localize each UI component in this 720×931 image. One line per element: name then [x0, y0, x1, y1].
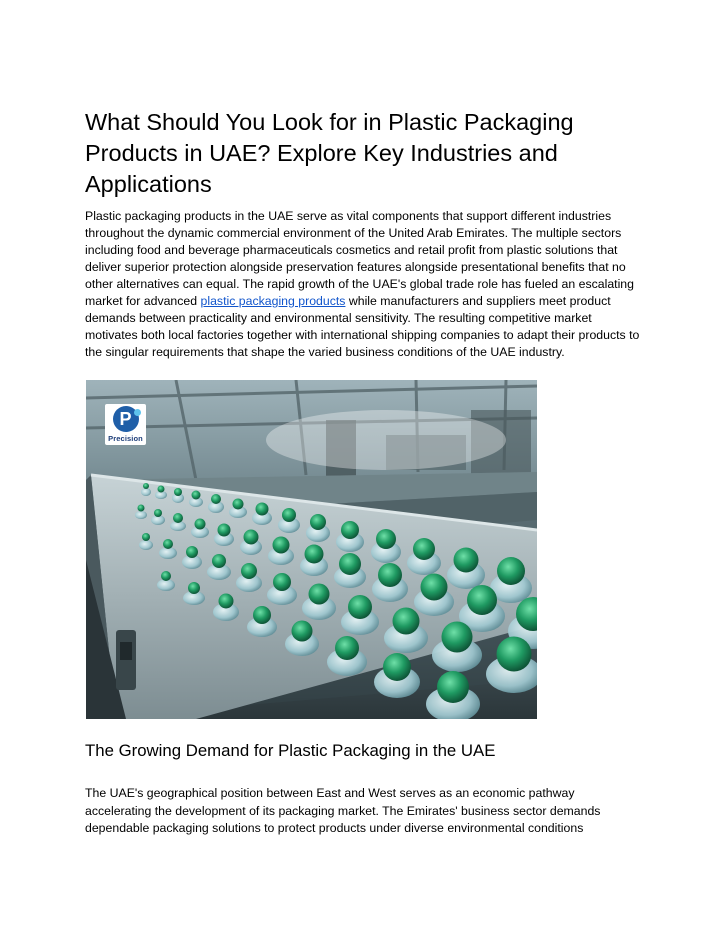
page-title: What Should You Look for in Plastic Packaging Products in UAE? Explore Key Industries and Applications	[85, 109, 574, 197]
section-heading: The Growing Demand for Plastic Packaging in the UAE	[85, 741, 496, 760]
section-body-paragraph: The UAE's geographical position between East and West serves as an economic pathway accelerating the development of its packaging market. The Emirates' business sector demands dependable packaging solutions to protect products under diverse environmental conditions	[85, 786, 601, 835]
intro-text-before-link: Plastic packaging products in the UAE serve as vital components that support different industries throughout the dynamic commercial environment of the United Arab Emirates. The multiple sectors including food and beverage pharmaceuticals cosmetics and retail profit from plastic solutions that deliver superior protection alongside preservation features alongside presentational benefits that no other alternatives can equal. The rapid growth of the UAE's global trade role has fueled an escalating market for advanced	[85, 209, 634, 308]
precision-logo-mark: P	[113, 406, 139, 432]
bottling-line-illustration	[86, 380, 537, 719]
intro-text-after-link: while manufacturers and suppliers meet product demands between practicality and environmental sensitivity. The resulting competitive market motivates both local factories together with international shipping companies to adapt their products to the singular requirements that shape the varied business conditions of the UAE industry.	[85, 294, 640, 359]
light-flare	[266, 410, 506, 470]
bottling-line-photo	[86, 380, 537, 719]
plastic-packaging-products-link[interactable]: plastic packaging products	[200, 294, 346, 308]
intro-paragraph	[85, 208, 641, 361]
precision-logo	[105, 404, 146, 445]
precision-logo-wordmark: Precision	[108, 434, 143, 443]
